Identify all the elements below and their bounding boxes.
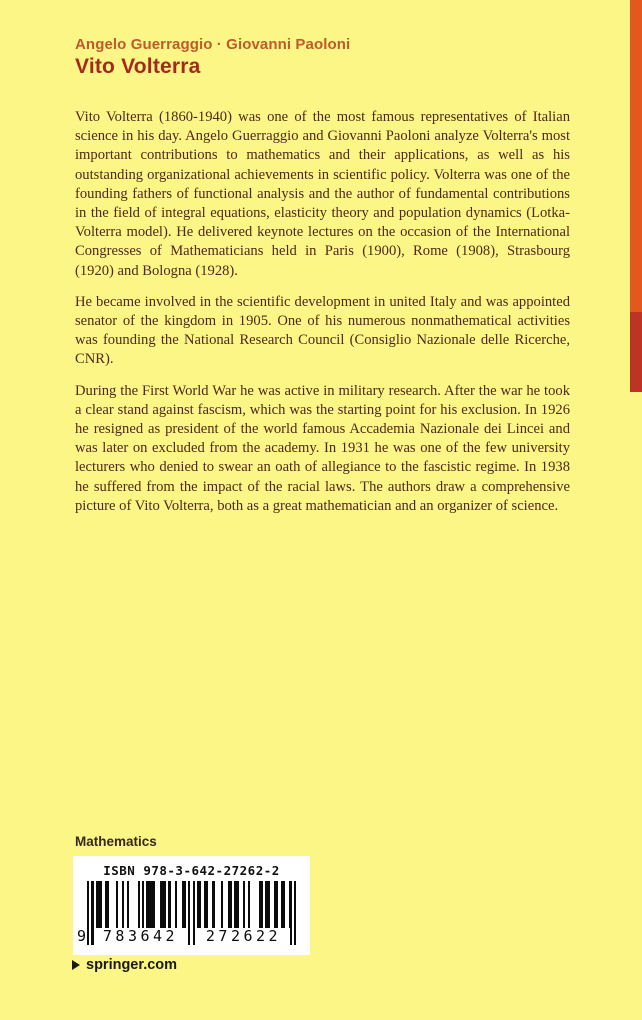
publisher-website-label: springer.com <box>86 957 178 973</box>
subject-category-label: Mathematics <box>75 834 157 849</box>
author-names: Angelo Guerraggio · Giovanni Paoloni <box>75 36 351 53</box>
ean-digit-left-group: 783642 <box>94 928 187 945</box>
blurb-paragraph-3: During the First World War he was active in military research. After the war he took a clear stand against fascism, which was the starting point for his exclusion. In 1926 he resigned as president of the world famous Accademia Nazionale dei Lincei and was later on excluded from the academy. In 1931 he was one of the few university lecturers who denied to swear an oath of allegiance to the fascistic regime. In 1938 he suffered from the impact of the racial laws. The authors draw a comprehensive picture of Vito Volterra, both as a great mathematician and an organizer of science. <box>75 382 570 514</box>
blurb-paragraph-2: He became involved in the scientific development in united Italy and was appointed senator of the kingdom in 1905. One of his numerous nonmathematical activities was founding the National Research Council (Consiglio Nazionale delle Ricerche, CNR). <box>75 293 570 368</box>
blurb-paragraph-1: Vito Volterra (1860-1940) was one of the most famous representatives of Italian science in his day. Angelo Guerraggio and Giovanni Paoloni analyze Volterra's most important contributions to mathematics and their applications, as well as his outstanding organizational achievements in scientific policy. Volterra was one of the founding fathers of functional analysis and the author of fundamental contributions in the field of integral equations, elasticity theory and population dynamics (Lotka-Volterra model). He delivered keynote lectures on the occasion of the International Congresses of Mathematicians held in Paris (1900), Rome (1908), Strasbourg (1920) and Bologna (1928). <box>75 109 570 279</box>
back-cover-blurb <box>75 108 570 528</box>
arrow-right-icon <box>72 960 80 970</box>
publisher-website <box>72 957 177 973</box>
spine-edge-orange <box>630 0 642 312</box>
book-title: Vito Volterra <box>75 55 201 78</box>
isbn-number-label: ISBN 978-3-642-27262-2 <box>103 863 280 878</box>
ean-digit-first: 9 <box>76 928 87 945</box>
spine-edge-red <box>630 312 642 392</box>
isbn-barcode-box <box>73 856 310 955</box>
ean-digit-right-group: 272622 <box>197 928 290 945</box>
